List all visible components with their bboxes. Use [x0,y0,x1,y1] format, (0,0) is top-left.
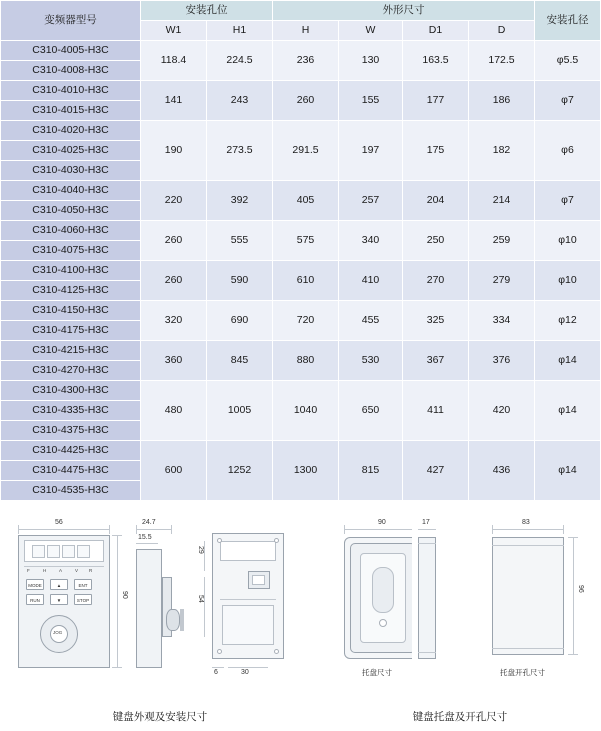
cell-w: 455 [339,301,403,341]
dim-line-kp-height [117,535,118,668]
cell-h: 575 [273,221,339,261]
cell-w: 340 [339,221,403,261]
cell-h1: 1252 [207,441,273,501]
keypad-down-button[interactable]: ▼ [50,594,68,605]
table-row [1,341,601,361]
cell-hole-dia: φ7 [535,181,601,221]
tray-cutout-label: 托盘开孔尺寸 [500,668,545,677]
cell-hole-dia: φ10 [535,221,601,261]
cell-d1: 175 [403,121,469,181]
cell-model: C310-4535-H3C [1,481,141,501]
cell-model: C310-4050-H3C [1,201,141,221]
cell-w1: 320 [141,301,207,341]
dim-tick-left [18,525,19,534]
cell-h1: 590 [207,261,273,301]
cutout-line-bottom [492,648,564,649]
cell-d: 420 [469,381,535,441]
cell-h: 720 [273,301,339,341]
dim-label-17: 17 [422,519,430,526]
cell-hole-dia: φ6 [535,121,601,181]
cutout-rect [492,537,564,655]
cell-model: C310-4425-H3C [1,441,141,461]
table-row [1,121,601,141]
mount-lower-recess [222,605,274,645]
cell-h1: 555 [207,221,273,261]
header-hole-dia: 安装孔径 [535,1,601,41]
cell-w1: 600 [141,441,207,501]
cell-h1: 273.5 [207,121,273,181]
tray-size-label: 托盘尺寸 [362,668,392,677]
dim-tick-tray-l [344,525,345,534]
tray-side-line-1 [418,543,436,544]
dimension-drawings [0,501,600,731]
mount-hole-tl [217,538,222,543]
table-row [1,41,601,61]
cell-model: C310-4150-H3C [1,301,141,321]
header-d1: D1 [403,21,469,41]
cell-w1: 360 [141,341,207,381]
dim-label-tray-90: 90 [378,519,386,526]
cell-h: 1300 [273,441,339,501]
cell-w: 410 [339,261,403,301]
keypad-run-button[interactable]: RUN [26,594,44,605]
cell-w1: 141 [141,81,207,121]
cell-d: 182 [469,121,535,181]
cell-h: 236 [273,41,339,81]
cell-model: C310-4375-H3C [1,421,141,441]
keypad-mount-view [196,519,306,684]
dim-line-96 [573,537,574,655]
cell-w: 155 [339,81,403,121]
dim-tick-sv-right [171,525,172,534]
cell-d1: 367 [403,341,469,381]
mount-hole-tr [274,538,279,543]
cell-model: C310-4030-H3C [1,161,141,181]
cell-model: C310-4008-H3C [1,61,141,81]
cell-d: 259 [469,221,535,261]
cell-model: C310-4175-H3C [1,321,141,341]
header-w: W [339,21,403,41]
cell-hole-dia: φ5.5 [535,41,601,81]
table-row [1,221,601,241]
dim-line-54 [204,577,205,637]
cell-model: C310-4335-H3C [1,401,141,421]
cell-model: C310-4300-H3C [1,381,141,401]
cell-w: 650 [339,381,403,441]
header-w1: W1 [141,21,207,41]
dim-tick-right [109,525,110,534]
cell-hole-dia: φ10 [535,261,601,301]
dim-tick-96-bot [568,654,578,655]
cell-w: 815 [339,441,403,501]
dim-label-29: 29 [197,546,204,554]
cell-d1: 411 [403,381,469,441]
keypad-stop-button[interactable]: STOP [74,594,92,605]
cell-d1: 204 [403,181,469,221]
dim-label-54: 54 [197,595,204,603]
cell-h1: 1005 [207,381,273,441]
cell-w: 130 [339,41,403,81]
spec-table-body [1,41,601,501]
header-model: 变频器型号 [1,1,141,41]
cell-d: 436 [469,441,535,501]
display-digit-1 [32,545,45,558]
header-d: D [469,21,535,41]
keypad-side-cable [180,609,184,631]
cell-h: 291.5 [273,121,339,181]
dim-tick-96-top [568,537,578,538]
cell-d1: 163.5 [403,41,469,81]
dim-label-96: 96 [577,585,584,593]
table-header-row-1 [1,1,601,21]
cell-model: C310-4100-H3C [1,261,141,281]
cell-d1: 427 [403,441,469,501]
caption-left: 键盘外观及安装尺寸 [112,711,208,723]
keypad-up-button[interactable]: ▲ [50,579,68,590]
keypad-side-view [132,519,192,674]
cell-model: C310-4005-H3C [1,41,141,61]
cell-hole-dia: φ14 [535,341,601,381]
cell-d: 172.5 [469,41,535,81]
keypad-side-knob [166,609,180,631]
cell-d: 279 [469,261,535,301]
dim-label-24-7: 24.7 [142,519,156,526]
cell-d: 376 [469,341,535,381]
cell-w1: 260 [141,261,207,301]
display-digit-2 [47,545,60,558]
cell-w: 197 [339,121,403,181]
dim-line-tray-90 [344,529,422,530]
mount-rj45-inner [252,575,265,585]
dim-tick-bottom [112,667,122,668]
display-digit-4 [77,545,90,558]
cell-model: C310-4020-H3C [1,121,141,141]
dim-label-56: 56 [55,519,63,526]
cell-w: 257 [339,181,403,221]
header-h: H [273,21,339,41]
cell-hole-dia: φ14 [535,381,601,441]
cell-h1: 845 [207,341,273,381]
cell-hole-dia: φ14 [535,441,601,501]
cell-model: C310-4075-H3C [1,241,141,261]
cell-h1: 690 [207,301,273,341]
cell-w1: 220 [141,181,207,221]
tray-hole-center [379,619,387,627]
dim-tick-83-l [492,525,493,534]
caption-right: 键盘托盘及开孔尺寸 [412,711,508,723]
cell-h: 610 [273,261,339,301]
table-row [1,381,601,401]
tray-side-line-2 [418,652,436,653]
mount-divider [220,599,276,600]
table-row [1,261,601,281]
header-h1: H1 [207,21,273,41]
table-row [1,181,601,201]
cell-d1: 270 [403,261,469,301]
cell-h: 880 [273,341,339,381]
dim-line-17 [418,529,436,530]
tray-cutout-view [478,519,593,689]
cell-hole-dia: φ7 [535,81,601,121]
cell-d: 214 [469,181,535,221]
cell-h: 1040 [273,381,339,441]
display-digit-3 [62,545,75,558]
cell-model: C310-4015-H3C [1,101,141,121]
table-row [1,81,601,101]
cell-model: C310-4125-H3C [1,281,141,301]
cell-model: C310-4025-H3C [1,141,141,161]
mount-window [220,541,276,561]
cell-model: C310-4060-H3C [1,221,141,241]
dim-line-6 [212,667,224,668]
dim-label-83: 83 [522,519,530,526]
dim-label-90: 90 [121,591,128,599]
tray-keypad-slot [372,567,394,613]
header-outer-dims: 外形尺寸 [273,1,535,21]
dim-label-6: 6 [214,669,218,676]
mount-hole-bl [217,649,222,654]
cell-h1: 392 [207,181,273,221]
tray-side-body [418,537,436,659]
table-row [1,301,601,321]
cell-d1: 177 [403,81,469,121]
keypad-jog-label: JOG [53,630,63,635]
dim-tick-top [112,535,122,536]
dim-line-30 [228,667,268,668]
dim-line-83 [492,529,564,530]
cell-w1: 480 [141,381,207,441]
dim-line-29 [204,541,205,571]
mount-hole-br [274,649,279,654]
indicator-label-2: H [43,568,47,573]
indicator-label-5: R [89,568,93,573]
dim-label-15-5: 15.5 [138,534,152,541]
cell-w1: 190 [141,121,207,181]
cell-model: C310-4270-H3C [1,361,141,381]
indicator-divider [24,566,104,567]
cell-h: 260 [273,81,339,121]
keypad-enter-button[interactable]: ENT [74,579,92,590]
dim-line-kp-width [18,529,110,530]
cell-d1: 250 [403,221,469,261]
table-row [1,441,601,461]
keypad-front-view [10,519,130,674]
keypad-side-body [136,549,162,668]
indicator-label-4: V [75,568,79,573]
cell-h1: 243 [207,81,273,121]
dim-label-30: 30 [241,669,249,676]
cell-model: C310-4040-H3C [1,181,141,201]
cell-model: C310-4010-H3C [1,81,141,101]
indicator-label-3: A [59,568,63,573]
tray-side-view [412,519,458,669]
dim-tick-83-r [563,525,564,534]
header-mount-holes: 安装孔位 [141,1,273,21]
cell-h1: 224.5 [207,41,273,81]
cell-hole-dia: φ12 [535,301,601,341]
dim-line-kp-depth [136,529,172,530]
indicator-label-1: F [27,568,30,573]
cell-d1: 325 [403,301,469,341]
cell-w: 530 [339,341,403,381]
cell-w1: 118.4 [141,41,207,81]
cell-w1: 260 [141,221,207,261]
cell-model: C310-4475-H3C [1,461,141,481]
cell-d: 186 [469,81,535,121]
cell-d: 334 [469,301,535,341]
cell-model: C310-4215-H3C [1,341,141,361]
cutout-line-top [492,545,564,546]
cell-h: 405 [273,181,339,221]
dim-tick-sv-left [136,525,137,534]
keypad-mode-button[interactable]: MODE [26,579,44,590]
dim-line-kp-depth2 [136,543,158,544]
